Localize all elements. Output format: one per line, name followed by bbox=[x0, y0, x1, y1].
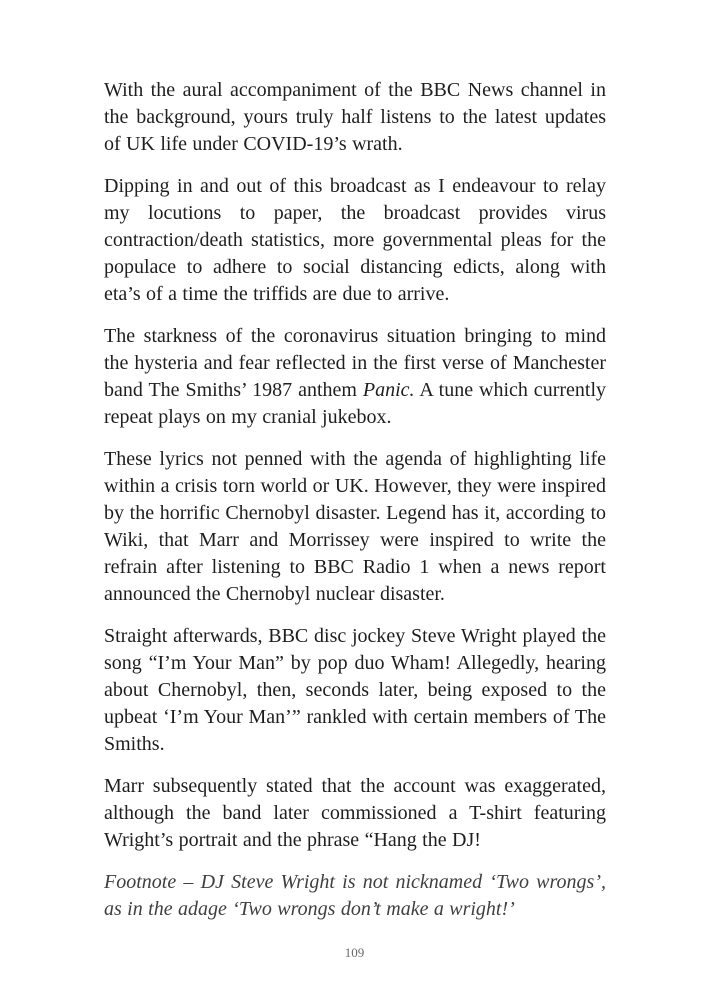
page-number: 109 bbox=[344, 945, 365, 960]
song-title-panic: Panic. bbox=[362, 379, 415, 401]
paragraph-2: Dipping in and out of this broadcast as I endeavour to relay my locutions to paper, the broadcast provides virus contraction/death statistics, more governmental pleas for the populace to adhere to social distancing edicts, along with eta’s of a time the triffids are due to arrive. bbox=[104, 175, 606, 305]
paragraph-5: Straight afterwards, BBC disc jockey Steve Wright played the song “I’m Your Man” by pop duo Wham! Allegedly, hearing about Chernobyl, then, seconds later, being exposed to the upbeat ‘I’m Your Man’” rankled with certain members of The Smiths. bbox=[104, 625, 606, 755]
paragraph-3-text-after: A tune which currently repeat plays on my cranial jukebox. bbox=[104, 379, 606, 428]
footnote: Footnote – DJ Steve Wright is not nicknamed ‘Two wrongs’, as in the adage ‘Two wrongs don’t make a wright!’ bbox=[104, 871, 606, 920]
paragraph-3-text-before: The starkness of the coronavirus situation bringing to mind the hysteria and fear reflected in the first verse of Manchester band The Smiths’ 1987 anthem bbox=[104, 325, 606, 401]
paragraph-6: Marr subsequently stated that the account was exaggerated, although the band later commissioned a T-shirt featuring Wright’s portrait and the phrase “Hang the DJ! bbox=[104, 775, 606, 851]
paragraph-3 bbox=[104, 323, 606, 431]
page-body bbox=[104, 77, 606, 923]
paragraph-4: These lyrics not penned with the agenda of highlighting life within a crisis torn world or UK. However, they were inspired by the horrific Chernobyl disaster. Legend has it, according to Wiki, that Marr and Morrissey were inspired to write the refrain after listening to BBC Radio 1 when a news report announced the Chernobyl nuclear disaster. bbox=[104, 448, 606, 605]
paragraph-1: With the aural accompaniment of the BBC News channel in the background, yours truly half listens to the latest updates of UK life under COVID-19’s wrath. bbox=[104, 79, 606, 155]
